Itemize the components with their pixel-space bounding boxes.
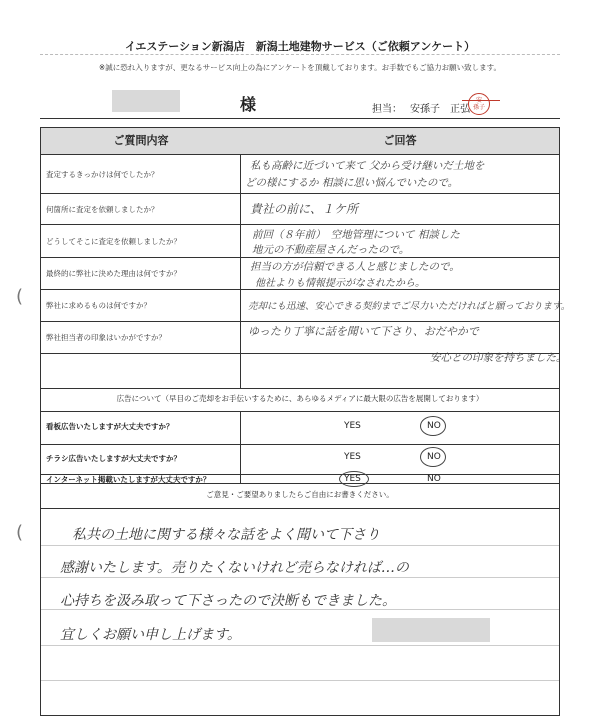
staff-name: 安孫子 正弘 [410,104,470,115]
row-divider [40,388,560,389]
no-option[interactable]: NO [427,421,441,431]
table-right-border [559,127,560,716]
table-bottom-border [40,715,560,716]
ad-section-header: 広告について（早目のご売却をお手伝いするために、あらゆるメディアに最大限の広告を展開しております） [116,394,484,403]
ad-question: チラシ広告いたしますが大丈夫ですか？ [46,454,181,463]
customer-honorific: 様 [240,95,257,114]
yes-option[interactable]: YES [344,452,361,462]
answer-circle [420,416,446,436]
no-option[interactable]: NO [427,452,441,462]
question-text: 弊社に求めるものは何ですか？ [46,301,151,310]
comment-guide-line [41,645,559,646]
comment-line: 宜しくお願い申し上げます。 [60,627,241,643]
staff-label: 担当： [372,104,402,115]
comments-header: ご意見・ご要望ありましたらご自由にお書きください。 [206,490,394,499]
seal-stamp: 安 孫子 [468,93,490,115]
answer-circle [420,447,446,467]
margin-mark-bottom: ( [16,522,24,543]
question-text: 最終的に弊社に決めた理由は何ですか？ [46,269,181,278]
question-text: 査定するきっかけは何でしたか？ [46,170,159,179]
handwritten-answer: ゆったり丁寧に話を聞いて下さり、おだやかで [248,325,479,338]
customer-name-redacted [112,90,180,112]
ad-question: インターネット掲載いたしますが大丈夫ですか？ [46,475,211,484]
ad-column-divider [240,411,241,483]
table-header [40,127,560,155]
margin-mark-top: ( [16,286,24,307]
comment-guide-line [41,577,559,578]
comment-guide-line [41,545,559,546]
yes-option[interactable]: YES [344,421,361,431]
row-divider [40,444,560,445]
comment-line: 感謝いたします。売りたくないけれど売らなければ…の [60,560,409,576]
question-column-header: ご質問内容 [113,134,169,147]
survey-title: イエステーション新潟店 新潟土地建物サービス（ご依頼アンケート） [124,40,476,53]
row-divider [40,508,560,509]
handwritten-answer: どの様にするか 相談に思い悩んでいたので。 [245,177,459,189]
handwritten-answer: 安心との印象を持ちました。 [430,352,567,364]
row-divider [40,411,560,412]
question-text: 何箇所に査定を依頼しましたか？ [46,205,159,214]
row-divider [40,289,560,290]
comment-guide-line [41,680,559,681]
signature-redacted [372,618,490,642]
handwritten-answer: 貴社の前に、１ケ所 [250,202,359,216]
handwritten-answer: 他社よりも情報提示がなされたから。 [255,278,425,289]
row-divider [40,224,560,225]
handwritten-answer: 地元の不動産屋さんだったので。 [252,244,410,256]
yes-option[interactable]: YES [344,474,361,484]
row-divider [40,257,560,258]
ad-question: 看板広告いたしますが大丈夫ですか？ [46,422,174,431]
comment-line: 心持ちを汲み取って下さったので決断もできました。 [60,593,396,609]
row-divider [40,321,560,322]
handwritten-answer: 売却にも迅速、安心できる契約までご尽力いただければと願っております。 [248,301,571,312]
handwritten-answer: 担当の方が信頼できる人と感じましたので。 [250,261,460,273]
name-underline [40,118,560,119]
no-option[interactable]: NO [427,474,441,484]
handwritten-answer: 私も高齢に近づいて来て 父から受け継いだ土地を [250,160,485,172]
survey-note: ※誠に恐れ入りますが、更なるサービス向上の為にアンケートを頂戴しております。お手数でもご協力お願い致します。 [98,63,502,72]
answer-column-header: ご回答 [383,134,417,147]
comment-line: 私共の土地に関する様々な話をよく聞いて下さり [72,527,380,543]
handwritten-answer: 前回（８年前） 空地管理について 相談した [252,229,460,241]
answer-circle [339,471,369,487]
question-text: どうしてそこに査定を依頼しましたか？ [46,237,181,246]
row-divider [40,193,560,194]
question-text: 弊社担当者の印象はいかがですか？ [46,333,166,342]
header-divider [40,54,560,55]
